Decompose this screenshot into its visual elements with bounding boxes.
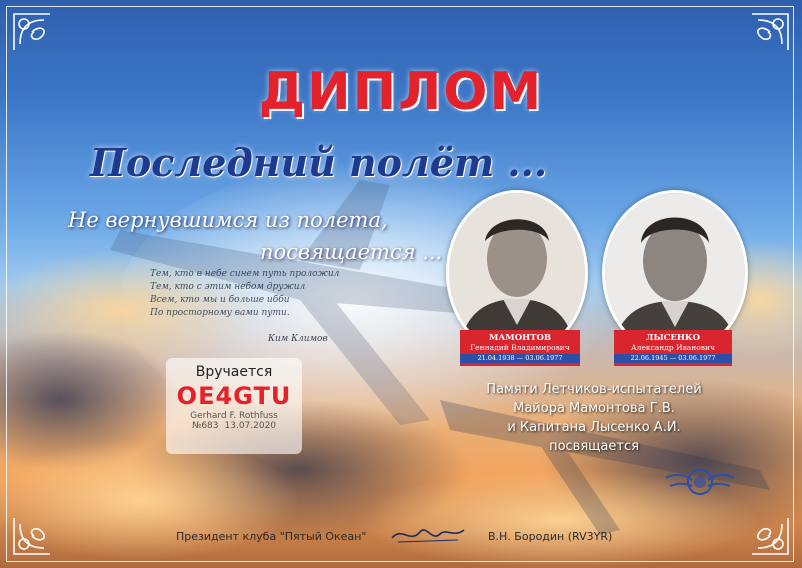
dedication-line-1: Не вернувшимся из полета, [68, 208, 388, 232]
poem-author: Ким Климов [268, 334, 328, 344]
pilot-ribbon-lysenko [614, 330, 732, 366]
memorial-line: посвящается [549, 439, 639, 454]
award-box [166, 358, 302, 454]
pilot-surname: ЛЫСЕНКО [645, 333, 701, 343]
poem-line: По просторному вами пути. [150, 308, 290, 318]
poem-line: Тем, кто с этим небом дружил [150, 282, 306, 292]
corner-ornament-icon [10, 498, 70, 558]
portrait-photo [605, 193, 745, 353]
president-label: Президент клуба "Пятый Океан" [176, 530, 367, 543]
memorial-text [454, 380, 734, 456]
corner-ornament-icon [10, 10, 70, 70]
corner-ornament-icon [732, 10, 792, 70]
diploma-title: ДИПЛОМ [258, 62, 544, 122]
corner-ornament-icon [732, 498, 792, 558]
memorial-line: Майора Мамонтова Г.В. [513, 401, 675, 416]
poem-line: Всем, кто мы и больше ибби [150, 295, 290, 305]
award-number: №683 [191, 421, 219, 431]
pilot-dates: 22.06.1945 — 03.06.1977 [614, 354, 732, 363]
portrait-photo [449, 193, 585, 353]
club-emblem-icon [664, 458, 736, 506]
award-label: Вручается [195, 364, 273, 380]
pilot-ribbon-mamontov [460, 330, 580, 366]
award-number-date [166, 421, 302, 431]
president-name: В.Н. Бородин (RV3YR) [488, 530, 613, 543]
pilot-full-name: Александр Иванович [631, 343, 715, 352]
recipient-name: Gerhard F. Rothfuss [190, 411, 278, 421]
pilot-surname: МАМОНТОВ [488, 333, 552, 343]
poem-line: Тем, кто в небе синем путь проложил [150, 269, 340, 279]
dedication-line-2: посвящается ... [260, 240, 443, 264]
memorial-line: и Капитана Лысенко А.И. [507, 420, 681, 435]
poem [150, 268, 339, 320]
award-date: 13.07.2020 [224, 421, 277, 431]
signature-icon [388, 518, 468, 548]
pilot-dates: 21.04.1938 — 03.06.1977 [460, 354, 580, 363]
award-callsign: OE4GTU [176, 382, 292, 410]
pilot-full-name: Геннадий Владимирович [470, 343, 570, 352]
memorial-line: Памяти Летчиков-испытателей [486, 382, 702, 397]
diploma-subtitle: Последний полёт ... [90, 140, 548, 185]
